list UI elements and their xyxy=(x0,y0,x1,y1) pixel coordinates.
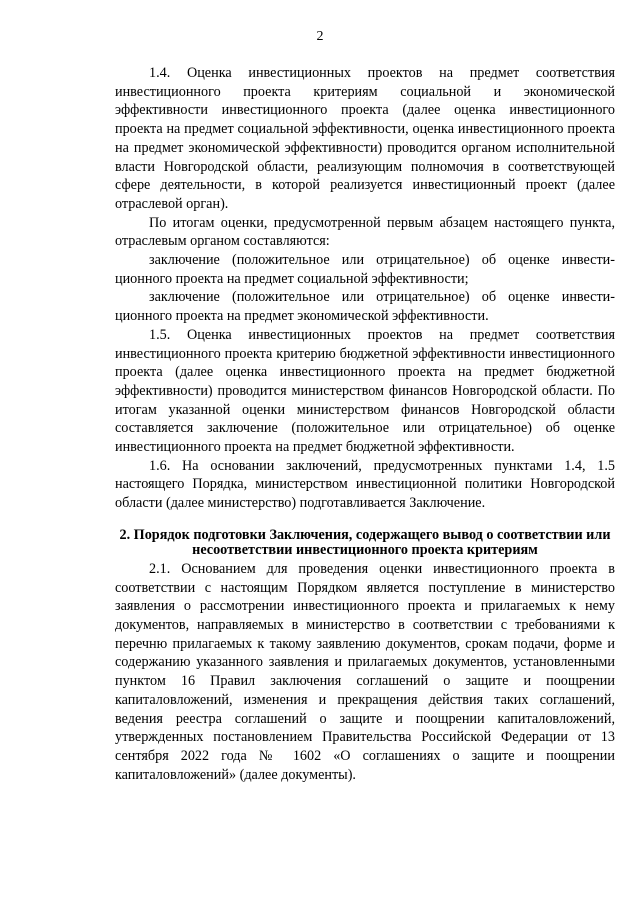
page-number: 2 xyxy=(316,29,324,44)
section-2-title: 2. Порядок подготовки Заключения, содержащего вывод о соответствии или несоответствии инвестиционного проекта критериям xyxy=(119,526,611,558)
document-body xyxy=(115,64,615,784)
paragraph-results-intro: По итогам оценки, предусмотренной первым абзацем настоящего пункта, отраслевым органом составляются: xyxy=(115,214,615,250)
paragraph-1-4: 1.4. Оценка инвестиционных проектов на предмет соответствия инвестиционного проекта критериям социальной и экономической эффективности инвестиционного проекта (далее оценка инвестиционного проекта на предмет социальной эффективности, оценка инвестиционного проекта на предмет экономической эффективности) проводится органом исполнительной власти Новгородской области, реализующим полномочия в соответствующей сфере деятельности, в которой реализуется инвестиционный проект (далее отраслевой орган). xyxy=(115,65,615,212)
paragraph-social-conclusion: заключение (положительное или отрицательное) об оценке инвестиционного проекта на предмет социальной эффективности; xyxy=(115,252,615,287)
paragraph-2-1: 2.1. Основанием для проведения оценки инвестиционного проекта в соответствии с настоящим Порядком является поступление в министерство заявления о рассмотрении инвестиционного проекта и прилагаемых к нему документов, направляемых в министерство в соответствии с требованиями к перечню прилагаемых к такому заявлению документов, срокам подачи, форме и содержанию указанного заявления и прилагаемых документов, установленными пунктом 16 Правил заключения соглашений о защите и поощрении капиталовложений, изменения и прекращения действия таких соглашений, ведения реестра соглашений о защите и поощрении капиталовложений, утвержденных постановлением Правительства Российской Федерации от 13 сентября 2022 года № 1602 «О соглашениях о защите и поощрении капиталовложений» (далее документы). xyxy=(115,560,615,783)
paragraph-1-5: 1.5. Оценка инвестиционных проектов на предмет соответствия инвестиционного проекта критерию бюджетной эффективности инвестиционного проекта (далее оценка инвестиционного проекта на предмет бюджетной эффективности) проводится министерством финансов Новгородской области. По итогам указанной оценки министерством финансов Новгородской области составляется заключение (положительное или отрицательное) об оценке инвестиционного проекта на предмет бюджетной эффективности. xyxy=(115,326,615,456)
paragraph-economic-conclusion: заключение (положительное или отрицательное) об оценке инвестиционного проекта на предмет экономической эффективности. xyxy=(115,289,615,325)
paragraph-1-6: 1.6. На основании заключений, предусмотренных пунктами 1.4, 1.5 настоящего Порядка, министерством инвестиционной политики Новгородской области (далее министерство) подготавливается Заключение. xyxy=(115,457,615,512)
